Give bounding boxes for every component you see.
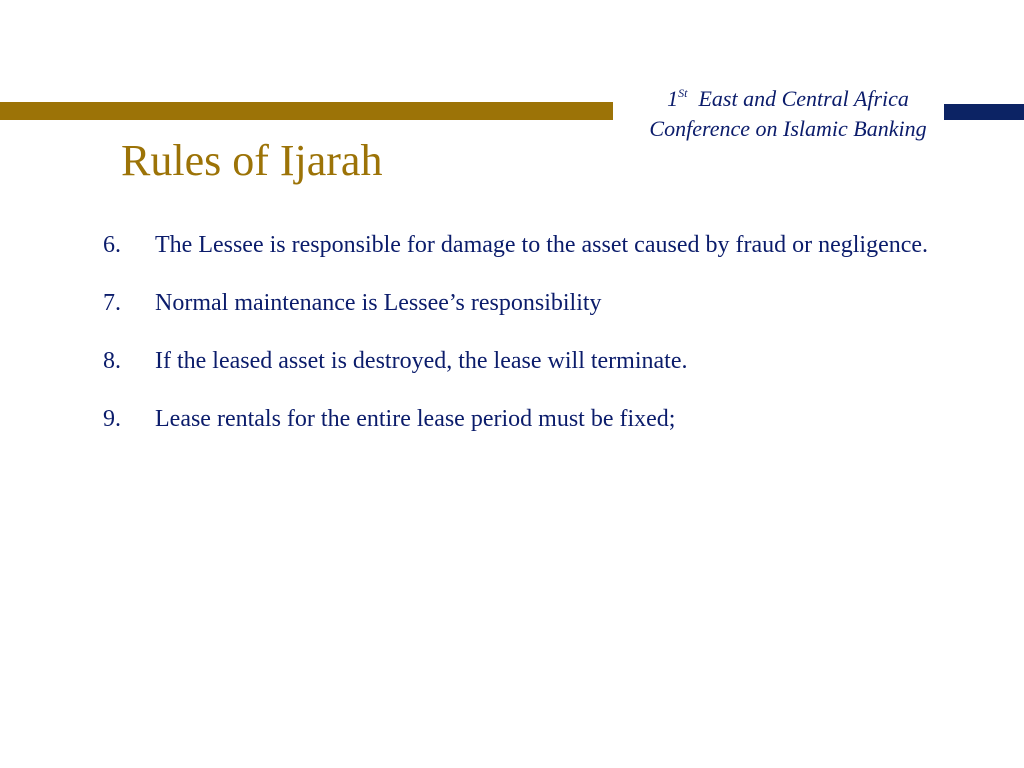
slide-title: Rules of Ijarah — [121, 136, 383, 185]
list-item-number: 9. — [103, 406, 121, 432]
conference-superscript: St — [678, 86, 688, 100]
conference-line-2: Conference on Islamic Banking — [649, 116, 927, 141]
conference-header — [614, 84, 962, 144]
rules-list — [103, 219, 983, 451]
list-item-text: If the leased asset is destroyed, the lease will terminate. — [155, 348, 688, 374]
gold-accent-bar — [0, 102, 613, 120]
conference-line-1-text: East and Central Africa — [698, 86, 909, 111]
list-item-number: 6. — [103, 232, 121, 258]
list-item — [103, 219, 983, 271]
list-item-text: The Lessee is responsible for damage to the asset caused by fraud or negligence. — [155, 232, 929, 258]
conference-line-1 — [614, 84, 962, 114]
list-item — [103, 393, 983, 445]
list-item — [103, 335, 983, 387]
list-item-text: Normal maintenance is Lessee’s responsibility — [155, 290, 602, 316]
list-item-number: 8. — [103, 348, 121, 374]
conference-number: 1 — [667, 86, 679, 111]
list-item-text: Lease rentals for the entire lease period must be fixed; — [155, 406, 676, 432]
list-item-number: 7. — [103, 290, 121, 316]
list-item — [103, 277, 983, 329]
